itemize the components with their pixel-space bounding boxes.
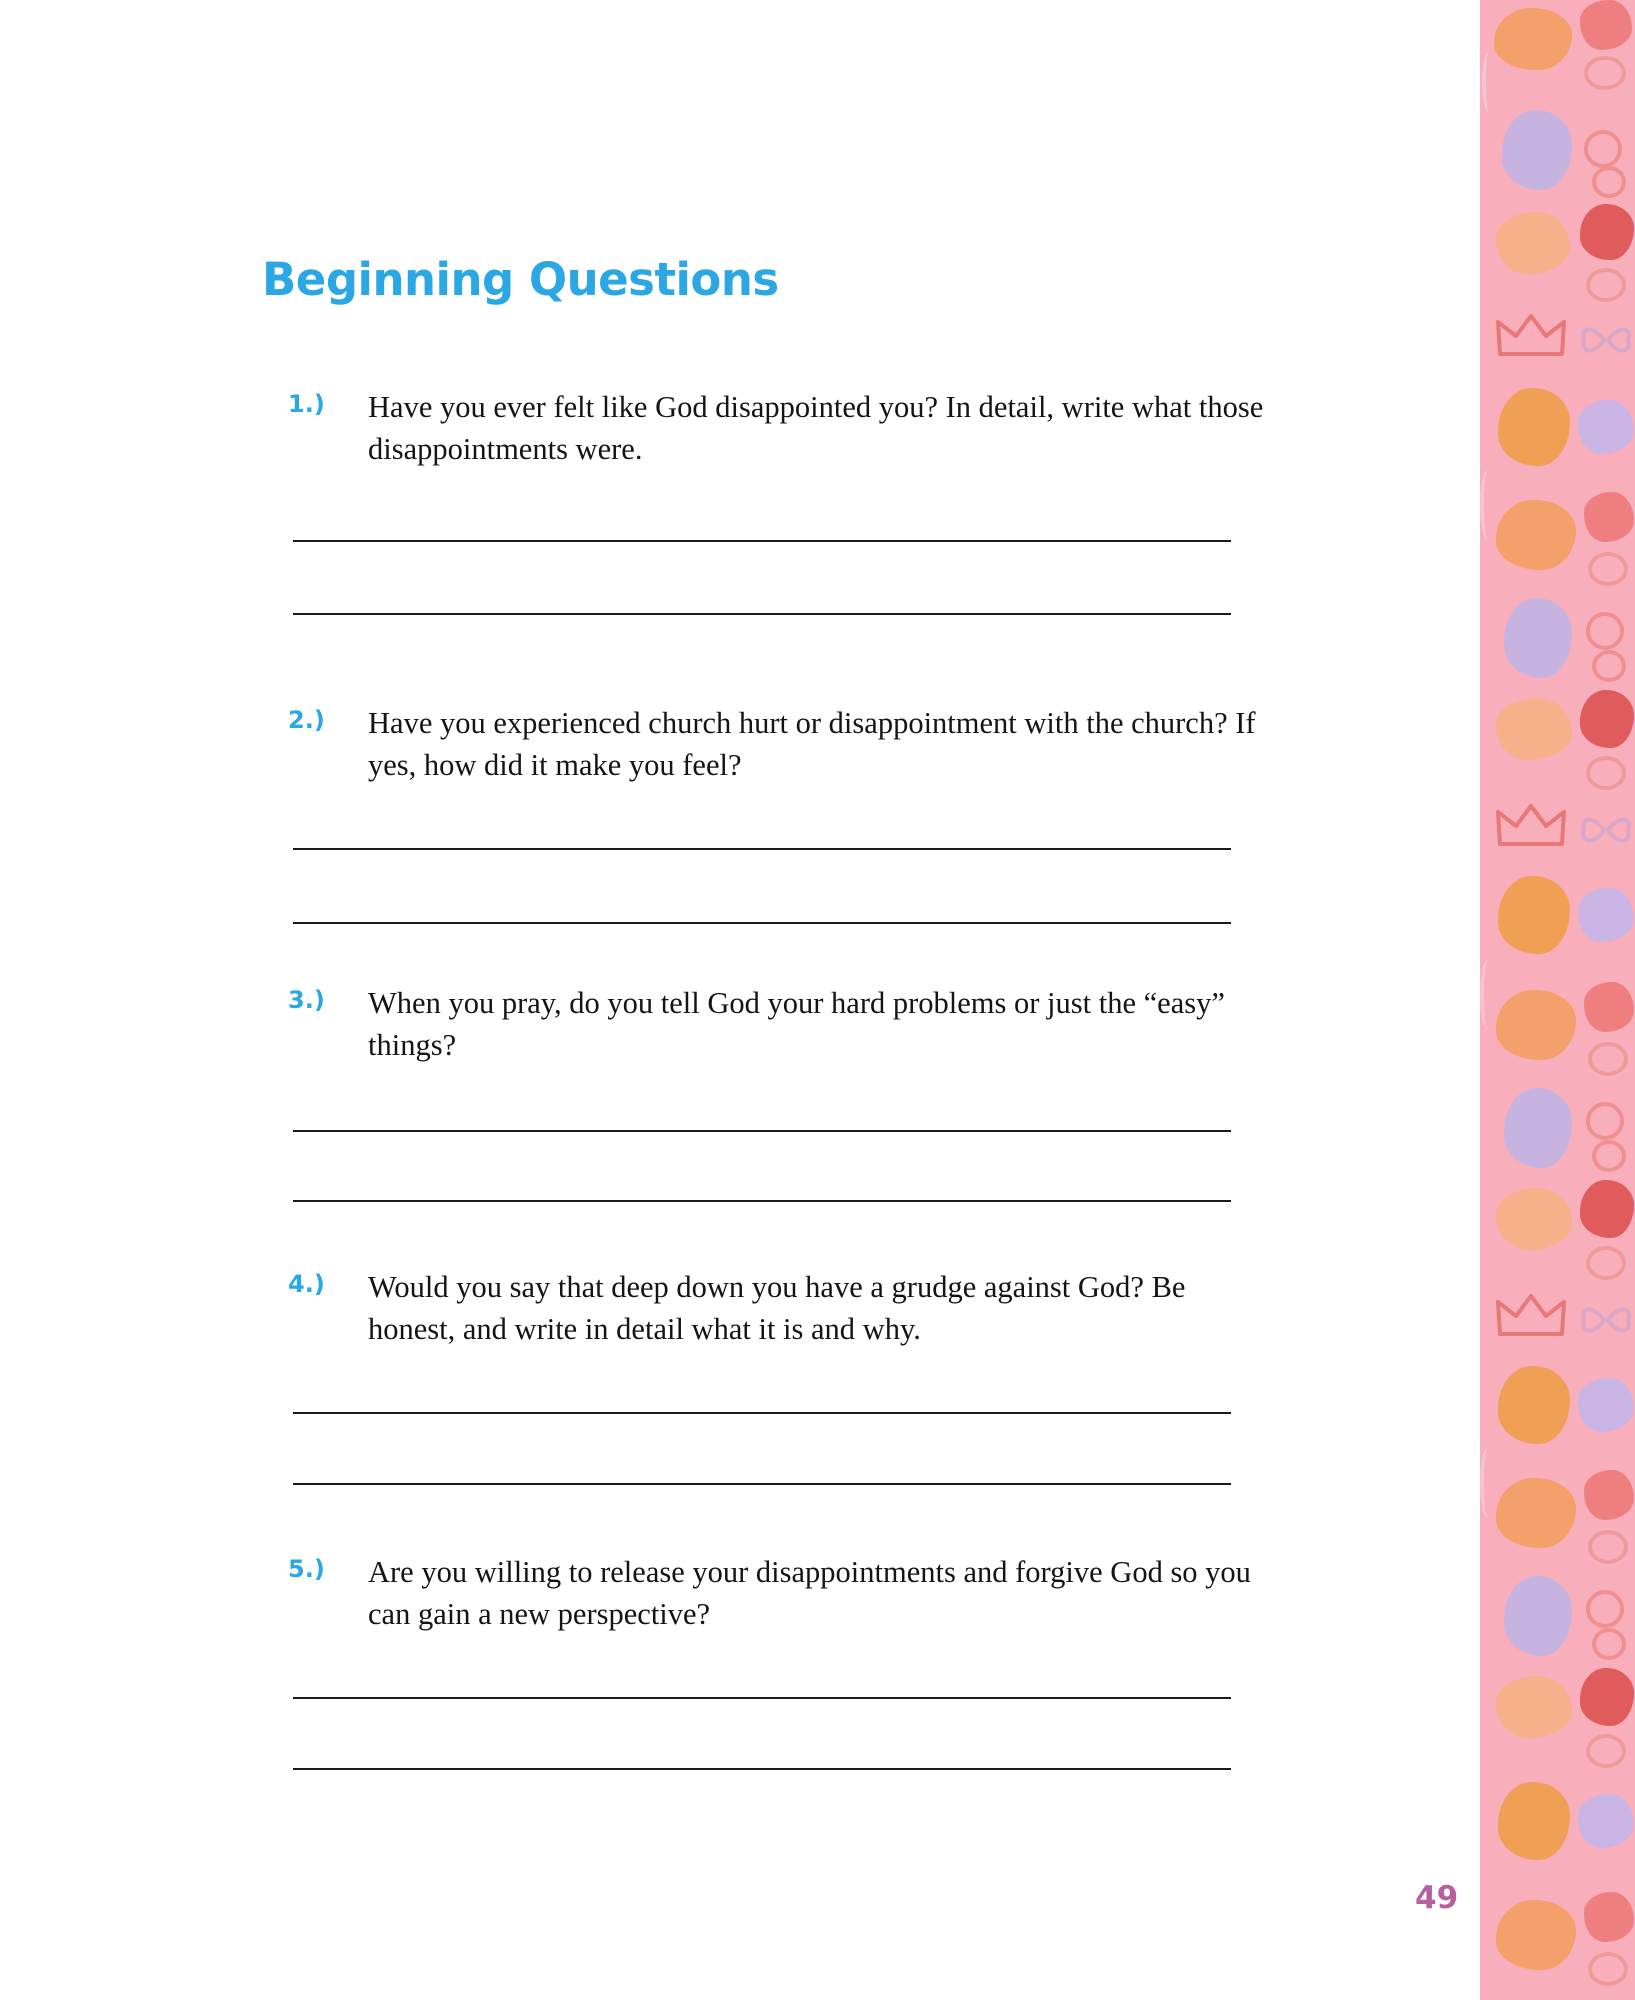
blob-doodle — [1504, 1576, 1572, 1656]
blob-doodle — [1496, 1188, 1572, 1250]
blob-doodle — [1496, 1900, 1576, 1970]
blob-doodle — [1496, 990, 1576, 1060]
wave-doodle — [1480, 1448, 1496, 1518]
ring-doodle — [1588, 1530, 1628, 1564]
wave-doodle — [1482, 52, 1496, 112]
blob-doodle — [1496, 500, 1576, 570]
blob-doodle — [1580, 1668, 1634, 1726]
ring-doodle — [1584, 56, 1626, 90]
question-text: Are you willing to release your disappointments and forgive God so you can gain a new perspective? — [368, 1555, 1251, 1632]
question-number: 4.) — [288, 1270, 325, 1298]
ring-doodle — [1586, 756, 1626, 790]
ring-doodle — [1588, 1952, 1628, 1986]
blob-doodle — [1584, 492, 1634, 542]
blob-doodle — [1496, 698, 1572, 760]
answer-line[interactable] — [293, 1200, 1231, 1202]
ring-doodle — [1586, 1734, 1626, 1768]
blob-doodle — [1498, 1366, 1570, 1444]
blob-doodle — [1578, 1794, 1634, 1848]
question-number: 5.) — [288, 1555, 325, 1583]
ring-doodle — [1592, 650, 1626, 682]
question-text: Have you experienced church hurt or disappointment with the church? If yes, how did it make you feel? — [368, 706, 1256, 783]
ring-doodle — [1592, 1628, 1626, 1660]
blob-doodle — [1580, 1180, 1634, 1238]
wave-doodle — [1480, 960, 1496, 1030]
blob-doodle — [1498, 876, 1570, 954]
blob-doodle — [1578, 400, 1634, 454]
bow-doodle — [1578, 1296, 1634, 1344]
bow-doodle — [1578, 316, 1634, 364]
blob-doodle — [1504, 1088, 1572, 1168]
ring-doodle — [1586, 268, 1626, 302]
question-text: When you pray, do you tell God your hard problems or just the “easy” things? — [368, 986, 1225, 1063]
ring-doodle — [1586, 612, 1624, 650]
blob-doodle — [1580, 690, 1634, 748]
blob-doodle — [1580, 204, 1634, 260]
answer-line[interactable] — [293, 613, 1231, 615]
answer-line[interactable] — [293, 922, 1231, 924]
question-text: Have you ever felt like God disappointed you? In detail, write what those disappointments were. — [368, 390, 1264, 467]
ring-doodle — [1584, 130, 1622, 168]
blob-doodle — [1502, 110, 1572, 190]
blob-doodle — [1584, 1892, 1634, 1942]
blob-doodle — [1494, 8, 1572, 70]
blob-doodle — [1496, 1676, 1572, 1738]
ring-doodle — [1592, 1140, 1626, 1172]
question-number: 2.) — [288, 706, 325, 734]
crown-icon — [1494, 800, 1568, 852]
answer-line[interactable] — [293, 1412, 1231, 1414]
question-text: Would you say that deep down you have a grudge against God? Be honest, and write in detail what it is and why. — [368, 1270, 1186, 1347]
strip-margin — [1466, 0, 1480, 2000]
blob-doodle — [1584, 1470, 1634, 1520]
blob-doodle — [1498, 1782, 1570, 1860]
answer-line[interactable] — [293, 1130, 1231, 1132]
answer-line[interactable] — [293, 1483, 1231, 1485]
answer-line[interactable] — [293, 848, 1231, 850]
ring-doodle — [1592, 166, 1626, 198]
answer-line[interactable] — [293, 1697, 1231, 1699]
answer-line[interactable] — [293, 540, 1231, 542]
decorative-border-strip — [1480, 0, 1635, 2000]
blob-doodle — [1580, 0, 1632, 50]
question-number: 1.) — [288, 390, 325, 418]
blob-doodle — [1498, 388, 1570, 466]
blob-doodle — [1578, 888, 1634, 942]
blob-doodle — [1496, 212, 1570, 274]
blob-doodle — [1578, 1378, 1634, 1432]
ring-doodle — [1586, 1590, 1624, 1628]
blob-doodle — [1504, 598, 1572, 678]
bow-doodle — [1578, 806, 1634, 854]
ring-doodle — [1586, 1102, 1624, 1140]
blob-doodle — [1496, 1478, 1576, 1548]
ring-doodle — [1588, 1042, 1628, 1076]
question-number: 3.) — [288, 986, 325, 1014]
ring-doodle — [1588, 552, 1628, 586]
page-number: 49 — [1415, 1880, 1459, 1916]
ring-doodle — [1586, 1246, 1626, 1280]
wave-doodle — [1480, 470, 1496, 540]
crown-icon — [1494, 1290, 1568, 1342]
page-title: Beginning Questions — [262, 253, 779, 306]
answer-line[interactable] — [293, 1768, 1231, 1770]
crown-icon — [1494, 310, 1568, 362]
blob-doodle — [1584, 982, 1634, 1032]
